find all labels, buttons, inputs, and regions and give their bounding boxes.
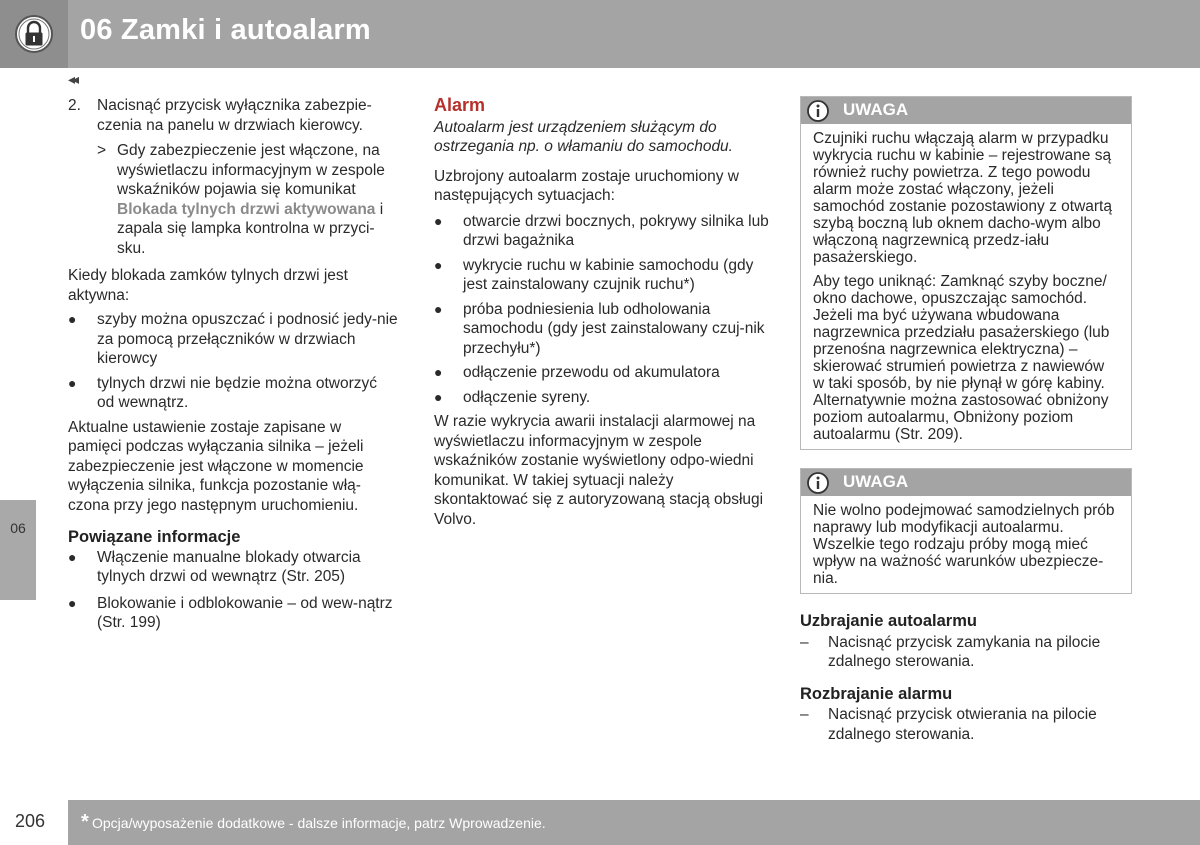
dash-marker: –	[800, 633, 809, 651]
list-item	[434, 300, 769, 359]
result-marker: >	[97, 142, 107, 159]
note-box	[800, 468, 1132, 594]
step-text: Nacisnąć przycisk wyłącznika zabezpie-czenia na panelu w drzwiach kierowcy.	[97, 97, 372, 134]
note-text: Czujniki ruchu włączają alarm w przypadku wykrycia ruchu w kabinie – rejestrowane są również ruchy powietrza. Z tego powodu alarm może zostać włączony, jeżeli samochód zostanie pozostawiony z otwartą szybą boczną lub oknem dacho-wym albo włączoną nagrzewnicą przedz-iału pasażerskiego.	[813, 130, 1112, 266]
page-number-box	[0, 800, 68, 845]
paragraph: Aktualne ustawienie zostaje zapisane w pamięci podczas wyłączania silnika – jeżeli zabezpieczenie jest włączone w momencie wyłączenia silnika, funkcja pozostanie włą-czona przy jego następnym uruchomieniu.	[68, 418, 364, 514]
section-heading: Alarm	[434, 95, 486, 115]
list-item-text: próba podniesienia lub odholowania samochodu (gdy jest zainstalowany czuj-nik przechyłu*)	[463, 300, 765, 357]
page-title: 06 Zamki i autoalarm	[80, 14, 371, 46]
chapter-header	[0, 0, 1200, 68]
back-nav-icon[interactable]: ◂◂	[68, 71, 77, 87]
note-title: UWAGA	[843, 472, 909, 491]
paragraph: Kiedy blokada zamków tylnych drzwi jest aktywna:	[68, 267, 348, 304]
bullet-list	[68, 310, 398, 413]
bullet-icon: ●	[434, 364, 443, 380]
list-item-text: wykrycie ruchu w kabinie samochodu (gdy jest zainstalowany czujnik ruchu*)	[463, 256, 754, 293]
related-link-text[interactable]: Włączenie manualne blokady otwarcia tylnych drzwi od wewnątrz (Str. 205)	[97, 548, 361, 585]
disarm-heading: Rozbrajanie alarmu	[800, 684, 953, 703]
list-item-text: Nacisnąć przycisk otwierania na pilocie zdalnego sterowania.	[828, 706, 1097, 743]
bullet-icon: ●	[434, 256, 443, 273]
note-text: Aby tego uniknąć: Zamknąć szyby boczne/ okno dachowe, opuszczając samochód. Jeżeli ma być używana wbudowana nagrzewnica przedziału pasażerskiego (lub przenośna nagrzewnica elektryczna) – skierować strumień powietrza z nawiewów w taki sposób, by nie płynął w górę kabiny. Alternatywnie można zastosować obniżony poziom autoalarmu, Obniżony poziom autoalarmu (Str. 209).	[813, 273, 1110, 443]
footnote-text: Opcja/wyposażenie dodatkowe - dalsze informacje, patrz Wprowadzenie.	[92, 815, 546, 831]
step-item	[68, 96, 398, 135]
list-item	[800, 705, 1132, 744]
bullet-icon: ●	[68, 374, 77, 391]
list-item-text: szyby można opuszczać i podnosić jedy-nie za pomocą przełączników w drzwiach kierowcy	[97, 311, 398, 367]
note-header	[801, 469, 1131, 496]
list-item-text: odłączenie syreny.	[463, 388, 591, 406]
note-box	[800, 96, 1132, 450]
result-text-a: Gdy zabezpieczenie jest włączone, na wyświetlaczu informacyjnym w zespole wskaźników pojawia się komunikat	[117, 142, 385, 198]
related-link[interactable]	[68, 548, 398, 587]
column-left	[68, 96, 398, 633]
paragraph: W razie wykrycia awarii instalacji alarmowej na wyświetlaczu informacyjnym w zespole wskaźników zostanie wyświetlony odpo-wiedni komunikat. W takiej sytuacji należy skontaktować się z autoryzowaną stacją obsługi Volvo.	[434, 413, 764, 528]
info-icon	[805, 471, 831, 495]
lock-icon	[14, 13, 54, 55]
bullet-icon: ●	[434, 300, 443, 317]
step-number: 2.	[68, 97, 81, 114]
related-heading: Powiązane informacje	[68, 528, 241, 546]
note-text: Nie wolno podejmować samodzielnych prób naprawy lub modyfikacji autoalarmu. Wszelkie tego rodzaju próby mogą mieć wpływ na ważność warunków ubezpiecze-nia.	[813, 502, 1115, 587]
arm-steps	[800, 633, 1132, 672]
info-icon	[805, 99, 831, 123]
column-middle	[434, 96, 769, 529]
list-item-text: otwarcie drzwi bocznych, pokrywy silnika lub drzwi bagażnika	[463, 212, 769, 249]
list-item	[434, 212, 769, 251]
chapter-side-tab-label: 06	[10, 520, 26, 536]
footer-bar	[68, 800, 1200, 845]
note-body	[801, 496, 1131, 593]
page-footer	[0, 800, 1200, 845]
paragraph: Uzbrojony autoalarm zostaje uruchomiony w następujących sytuacjach:	[434, 167, 739, 204]
related-link[interactable]	[68, 594, 398, 633]
note-header	[801, 97, 1131, 124]
list-item	[434, 256, 769, 295]
footnote-star: *	[81, 811, 89, 833]
display-message: Blokada tylnych drzwi aktywowana	[117, 200, 376, 218]
note-title: UWAGA	[843, 100, 909, 119]
disarm-steps	[800, 705, 1132, 744]
bullet-icon: ●	[68, 594, 77, 611]
note-body	[801, 124, 1131, 449]
page-number: 206	[15, 811, 46, 831]
dash-marker: –	[800, 706, 809, 723]
step-result	[68, 141, 398, 258]
list-item	[434, 388, 769, 408]
arm-heading: Uzbrajanie autoalarmu	[800, 612, 977, 630]
list-item	[434, 363, 769, 383]
list-item-text: tylnych drzwi nie będzie można otworzyć od wewnątrz.	[97, 374, 377, 411]
bullet-list	[434, 212, 769, 408]
list-item	[68, 310, 398, 369]
list-item	[800, 633, 1132, 672]
intro-text: Autoalarm jest urządzeniem służącym do ostrzegania np. o włamaniu do samochodu.	[434, 118, 733, 155]
chapter-side-tab[interactable]	[0, 500, 36, 600]
bullet-icon: ●	[434, 212, 443, 229]
list-item-text: Nacisnąć przycisk zamykania na pilocie zdalnego sterowania.	[828, 633, 1101, 670]
column-right	[800, 96, 1132, 744]
bullet-icon: ●	[68, 311, 77, 327]
chapter-icon-box	[0, 0, 68, 68]
bullet-icon: ●	[68, 548, 77, 565]
related-link-text[interactable]: Blokowanie i odblokowanie – od wew-nątrz (Str. 199)	[97, 594, 393, 631]
bullet-icon: ●	[434, 388, 443, 405]
result-text-b: i zapala się lampka kontrolna w przyci-sku.	[117, 200, 384, 257]
list-item	[68, 374, 398, 413]
related-list	[68, 548, 398, 633]
list-item-text: odłączenie przewodu od akumulatora	[463, 364, 720, 381]
